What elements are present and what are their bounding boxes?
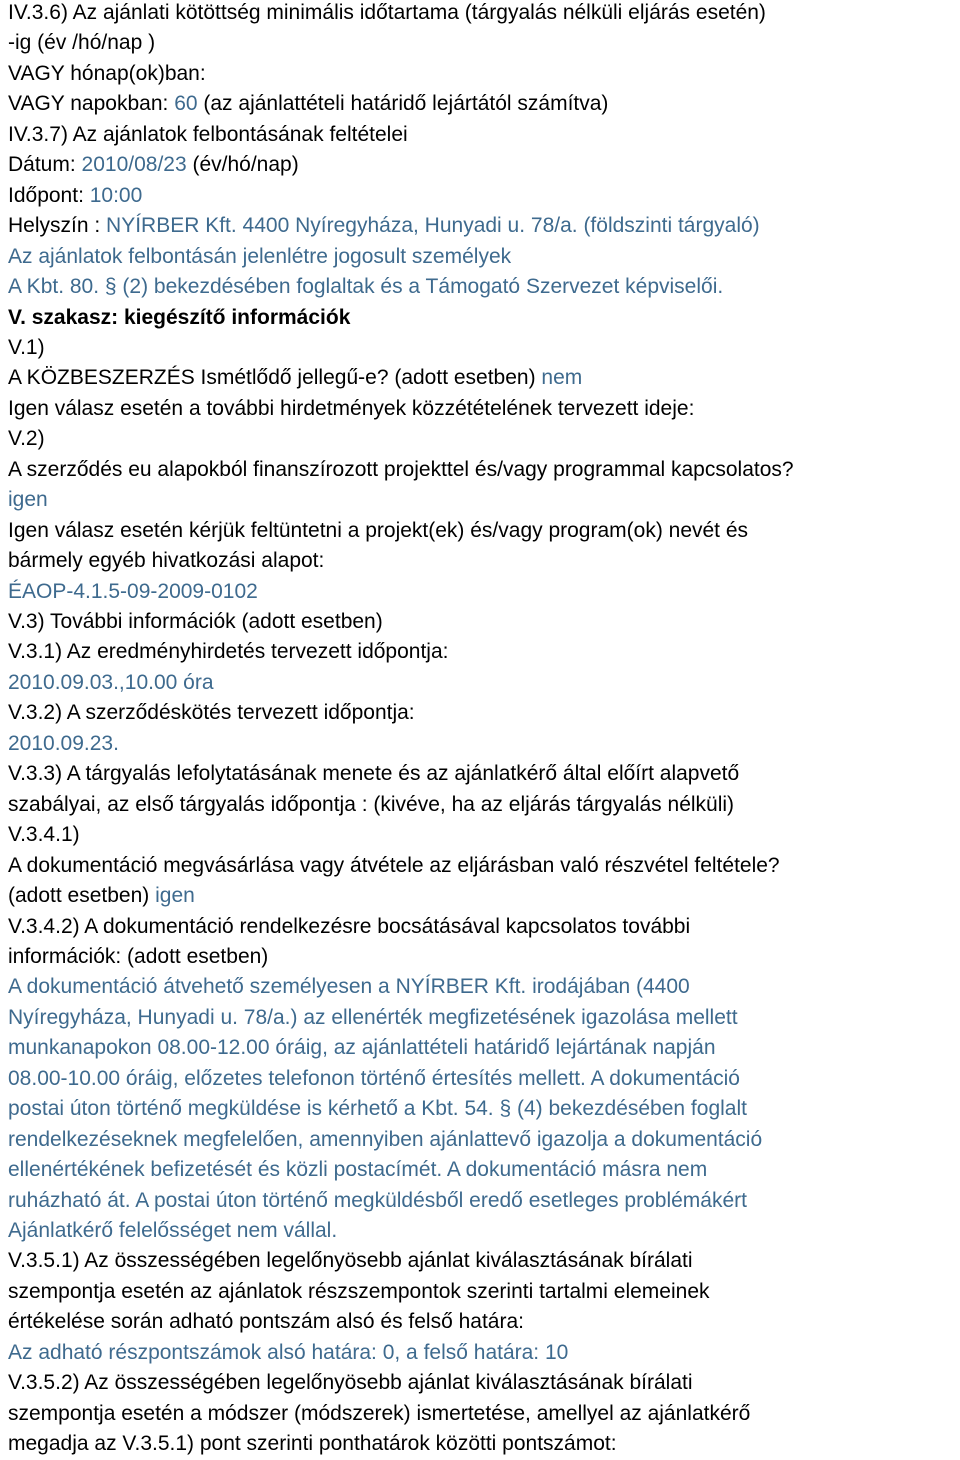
document-line <box>8 0 766 26</box>
field-value: 2010.09.23. <box>8 731 119 755</box>
field-label: A szerződés eu alapokból finanszírozott projekttel és/vagy programmal kapcsolatos? <box>8 457 794 481</box>
document-line <box>8 853 780 879</box>
document-line <box>8 213 760 239</box>
document-line <box>8 548 324 574</box>
field-label: szabályai, az első tárgyalás időpontja : (kivéve, ha az eljárás tárgyalás nélküli) <box>8 792 735 816</box>
field-label: V.3.5.2) Az összességében legelőnyösebb ajánlat kiválasztásának bírálati <box>8 1371 693 1395</box>
field-label: IV.3.7) Az ajánlatok felbontásának feltételei <box>8 122 408 146</box>
document-line <box>8 30 155 56</box>
field-value: ruházható át. A postai úton történő megküldésből eredő esetleges problémákért <box>8 1188 747 1212</box>
field-value: 2010.09.03.,10.00 óra <box>8 670 214 694</box>
document-line <box>8 122 408 148</box>
field-label: A KÖZBESZERZÉS Ismétlődő jellegű-e? (adott esetben) <box>8 366 542 390</box>
field-label: V.3.2) A szerződéskötés tervezett időpontja: <box>8 701 415 725</box>
document-line <box>8 579 258 605</box>
field-value: A dokumentáció átvehető személyesen a NYÍRBER Kft. irodájában (4400 <box>8 975 690 999</box>
field-label: V.3.5.1) Az összességében legelőnyösebb ajánlat kiválasztásának bírálati <box>8 1249 693 1273</box>
document-line <box>8 639 449 665</box>
field-value: Ajánlatkérő felelősséget nem vállal. <box>8 1219 338 1242</box>
document-line <box>8 700 415 726</box>
field-label: -ig (év /hó/nap ) <box>8 31 156 55</box>
field-value: rendelkezéseknek megfelelően, amennyiben ajánlattevő igazolja a dokumentáció <box>8 1127 763 1151</box>
document-line <box>8 609 383 635</box>
field-label: szempontja esetén a módszer (módszerek) ismertetése, amellyel az ajánlatkérő <box>8 1401 751 1425</box>
field-value: Az adható részpontszámok alsó határa: 0, a felső határa: 10 <box>8 1340 569 1364</box>
document-line <box>8 944 268 970</box>
field-value: Nyíregyháza, Hunyadi u. 78/a.) az ellenérték megfizetésének igazolása mellett <box>8 1005 738 1029</box>
document-line <box>8 152 299 178</box>
field-label: Helyszín : <box>8 214 107 238</box>
document-line <box>8 487 48 513</box>
field-label: VAGY hónap(ok)ban: <box>8 61 206 85</box>
document-line <box>8 1096 747 1122</box>
field-label: V.3.1) Az eredményhirdetés tervezett időpontja: <box>8 640 449 664</box>
document-line <box>8 883 195 909</box>
document-line <box>8 914 690 940</box>
document-line <box>8 1157 707 1183</box>
field-label: megadja az V.3.5.1) pont szerinti ponthatárok közötti pontszámot: <box>8 1432 617 1456</box>
field-label: (adott esetben) <box>8 884 156 908</box>
field-label: IV.3.6) Az ajánlati kötöttség minimális időtartama (tárgyalás nélküli eljárás esetén) <box>8 1 766 24</box>
document-line <box>8 365 582 391</box>
document-line <box>8 61 206 87</box>
field-value: 08.00-10.00 óráig, előzetes telefonon történő értesítés mellett. A dokumentáció <box>8 1066 740 1090</box>
document-line <box>8 1248 693 1274</box>
field-value: igen <box>8 488 48 512</box>
document-line <box>8 274 723 300</box>
field-label: A dokumentáció megvásárlása vagy átvétele az eljárásban való részvétel feltétele? <box>8 853 780 877</box>
field-label: V.3.3) A tárgyalás lefolytatásának menete és az ajánlatkérő által előírt alapvető <box>8 762 740 786</box>
document-line <box>8 1188 747 1214</box>
field-value: A Kbt. 80. § (2) bekezdésében foglaltak és a Támogató Szervezet képviselői. <box>8 275 724 299</box>
field-value: 10:00 <box>89 183 143 207</box>
field-value: NYÍRBER Kft. 4400 Nyíregyháza, Hunyadi u. 78/a. (földszinti tárgyaló) <box>106 214 760 238</box>
field-label: (év/hó/nap) <box>186 153 299 177</box>
document-line <box>8 518 748 544</box>
field-label: Dátum: <box>8 153 82 177</box>
field-value: 60 <box>174 92 198 116</box>
field-value: munkanapokon 08.00-12.00 óráig, az ajánlattételi határidő lejártának napján <box>8 1036 716 1060</box>
document-line <box>8 91 608 117</box>
document-line <box>8 1218 337 1244</box>
document-line <box>8 1279 710 1305</box>
document-line <box>8 731 119 757</box>
section-heading: V. szakasz: kiegészítő információk <box>8 305 351 329</box>
field-label: V.3.4.2) A dokumentáció rendelkezésre bocsátásával kapcsolatos további <box>8 914 691 938</box>
document-line <box>8 670 214 696</box>
field-value: nem <box>541 366 583 390</box>
field-value: ÉAOP-4.1.5-09-2009-0102 <box>8 579 258 603</box>
document-line <box>8 1309 524 1335</box>
document-line <box>8 335 45 361</box>
field-label: információk: (adott esetben) <box>8 944 269 968</box>
field-label: szempontja esetén az ajánlatok részszempontok szerinti tartalmi elemeinek <box>8 1279 710 1303</box>
document-line <box>8 426 45 452</box>
document-line <box>8 1066 740 1092</box>
document-line <box>8 792 734 818</box>
document-line <box>8 244 511 270</box>
field-value: Az ajánlatok felbontásán jelenlétre jogosult személyek <box>8 244 512 268</box>
field-value: postai úton történő megküldése is kérhető a Kbt. 54. § (4) bekezdésében foglalt <box>8 1097 747 1121</box>
document-line <box>8 761 739 787</box>
document-line <box>8 822 80 848</box>
document-line <box>8 457 794 483</box>
document-line <box>8 305 350 331</box>
field-label: bármely egyéb hivatkozási alapot: <box>8 549 325 573</box>
document-line <box>8 183 142 209</box>
document-line <box>8 1370 693 1396</box>
document-line <box>8 1401 750 1427</box>
document-line <box>8 396 694 422</box>
field-label: V.2) <box>8 427 45 451</box>
document-line <box>8 1035 716 1061</box>
field-label: VAGY napokban: <box>8 92 175 116</box>
field-label: értékelése során adható pontszám alsó és felső határa: <box>8 1310 524 1334</box>
document-line <box>8 1431 617 1457</box>
document-line <box>8 1005 738 1031</box>
field-value: igen <box>155 884 195 908</box>
field-label: (az ajánlattételi határidő lejártától számítva) <box>197 92 609 116</box>
field-label: Igen válasz esetén kérjük feltüntetni a projekt(ek) és/vagy program(ok) nevét és <box>8 518 749 542</box>
document-line <box>8 1340 568 1366</box>
field-label: Időpont: <box>8 183 90 207</box>
field-label: V.1) <box>8 335 45 359</box>
document-line <box>8 974 690 1000</box>
field-label: V.3) További információk (adott esetben) <box>8 610 383 633</box>
field-label: Igen válasz esetén a további hirdetmények közzétételének tervezett ideje: <box>8 396 695 420</box>
field-label: V.3.4.1) <box>8 823 80 847</box>
document-line <box>8 1127 762 1153</box>
field-value: 2010/08/23 <box>81 153 187 177</box>
field-value: ellenértékének befizetését és közli postacímét. A dokumentáció másra nem <box>8 1158 708 1182</box>
